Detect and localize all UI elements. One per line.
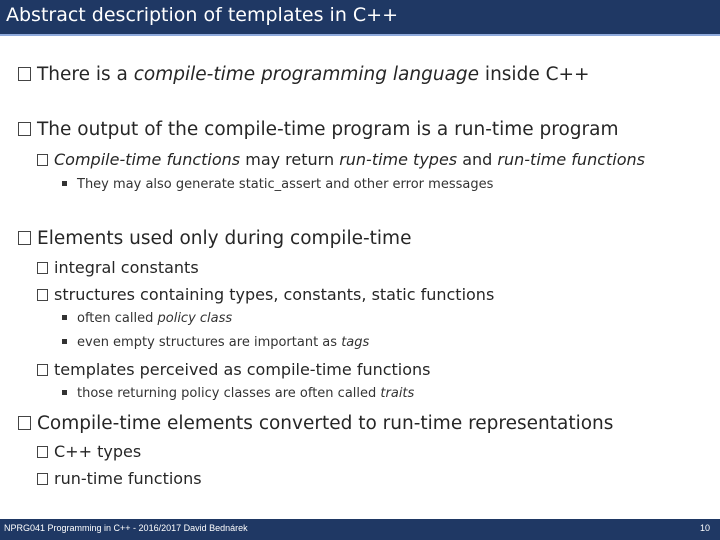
bullet-integral-constants: [37, 258, 199, 277]
bullet-traits: [62, 386, 414, 401]
bullet-text: integral constants: [54, 258, 199, 277]
square-bullet-icon: [62, 315, 67, 320]
checkbox-bullet-icon: [18, 122, 31, 136]
bullet-structures: [37, 285, 494, 304]
checkbox-bullet-icon: [37, 262, 48, 274]
slide-title: Abstract description of templates in C++: [6, 4, 399, 26]
bullet-text: Compile-time elements converted to run-time representations: [37, 413, 614, 434]
square-bullet-icon: [62, 181, 67, 186]
bullet-text: templates perceived as compile-time functions: [54, 360, 431, 379]
page-number: 10: [699, 523, 710, 533]
square-bullet-icon: [62, 390, 67, 395]
bullet-cpp-types: [37, 442, 141, 461]
checkbox-bullet-icon: [37, 154, 48, 166]
bullet-output-runtime-program: [18, 119, 619, 140]
bullet-text: The output of the compile-time program is a run-time program: [37, 119, 619, 140]
checkbox-bullet-icon: [37, 473, 48, 485]
footer-bar: [0, 519, 720, 540]
bullet-text: They may also generate static_assert and other error messages: [77, 177, 494, 192]
checkbox-bullet-icon: [18, 67, 31, 81]
bullet-text: Elements used only during compile-time: [37, 228, 412, 249]
bullet-text: run-time functions: [54, 469, 202, 488]
checkbox-bullet-icon: [37, 446, 48, 458]
bullet-text: Compile-time functions may return run-time types and run-time functions: [54, 150, 645, 169]
square-bullet-icon: [62, 339, 67, 344]
checkbox-bullet-icon: [18, 231, 31, 245]
bullet-tags: [62, 335, 369, 350]
bullet-text: even empty structures are important as tags: [77, 335, 370, 350]
bullet-templates-functions: [37, 360, 431, 379]
checkbox-bullet-icon: [37, 364, 48, 376]
footer-text: NPRG041 Programming in C++ - 2016/2017 David Bednárek: [4, 523, 248, 533]
bullet-compile-time-language: [18, 64, 590, 85]
title-bar: [0, 0, 720, 36]
bullet-text: those returning policy classes are often called traits: [77, 386, 415, 401]
checkbox-bullet-icon: [18, 416, 31, 430]
bullet-compile-time-functions: [37, 150, 645, 169]
checkbox-bullet-icon: [37, 289, 48, 301]
bullet-elements-compile-time: [18, 228, 411, 249]
bullet-text: often called policy class: [77, 311, 233, 326]
bullet-text: structures containing types, constants, static functions: [54, 285, 495, 304]
bullet-runtime-functions: [37, 469, 202, 488]
bullet-text: C++ types: [54, 442, 142, 461]
bullet-static-assert: [62, 177, 493, 192]
bullet-runtime-representations: [18, 413, 613, 434]
bullet-text: There is a compile-time programming language inside C++: [37, 64, 590, 85]
bullet-policy-class: [62, 311, 232, 326]
